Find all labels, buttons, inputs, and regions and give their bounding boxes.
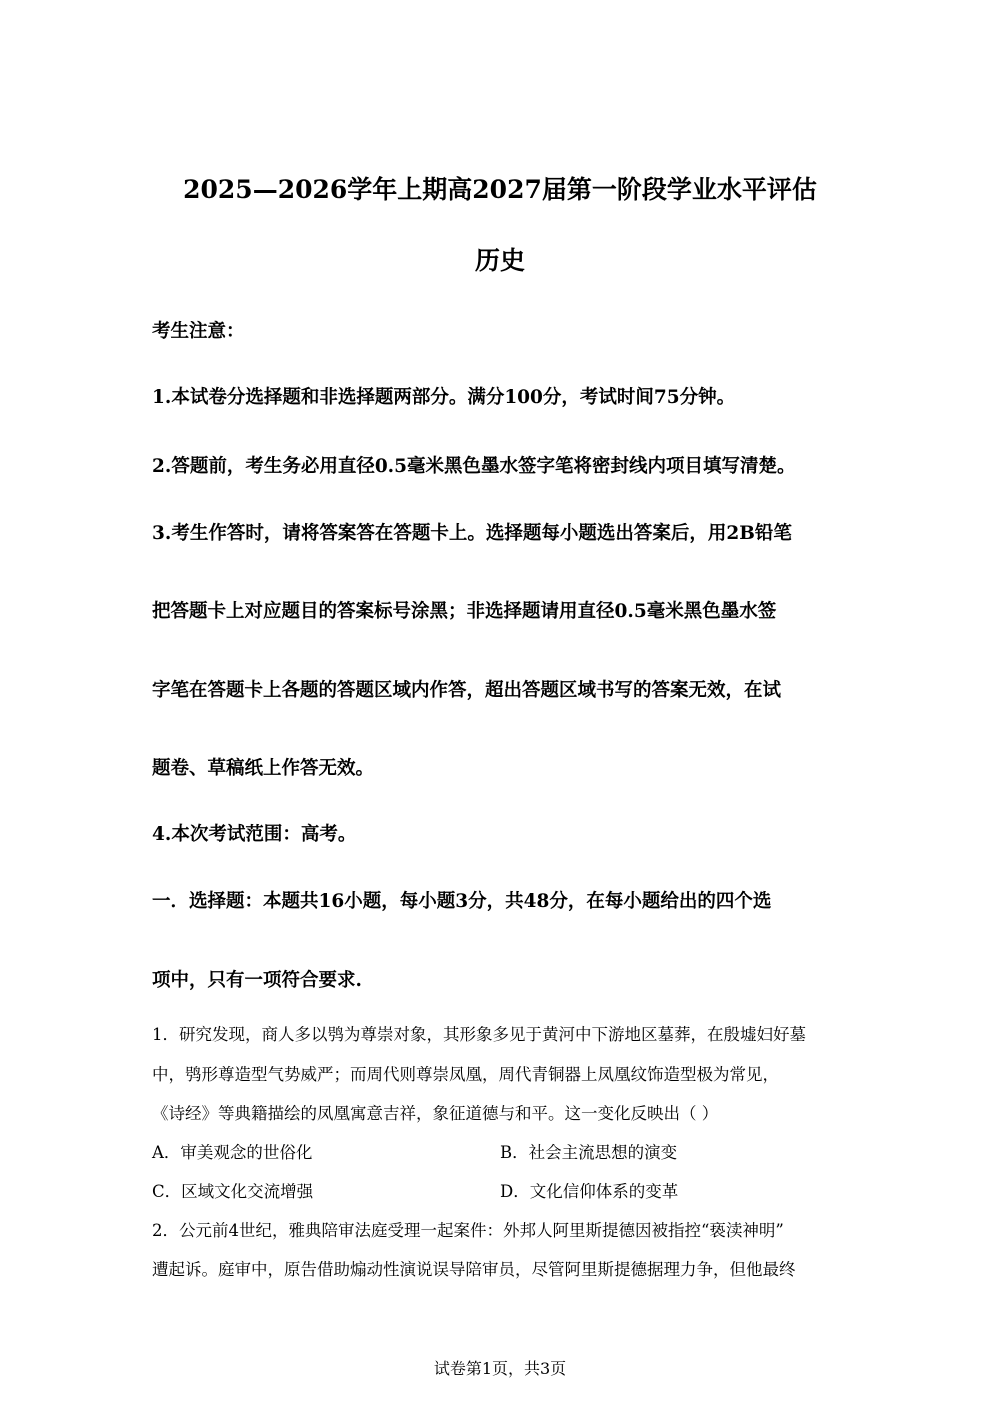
subject-title: 历史 — [474, 246, 525, 275]
notice-item: 4.本次考试范围：高考。 — [152, 824, 357, 845]
notice-item: 字笔在答题卡上各题的答题区域内作答，超出答题区域书写的答案无效，在试 — [152, 680, 782, 701]
question-text: 中，鸮形尊造型气势威严；而周代则尊崇凤凰，周代青铜器上凤凰纹饰造型极为常见， — [152, 1065, 779, 1084]
notice-item: 题卷、草稿纸上作答无效。 — [152, 758, 375, 779]
notice-item: 把答题卡上对应题目的答案标号涂黑；非选择题请用直径0.5毫米黑色墨水签 — [152, 601, 777, 622]
notice-item: 3.考生作答时，请将答案答在答题卡上。选择题每小题选出答案后，用2B铅笔 — [152, 523, 792, 544]
question-text: 《诗经》等典籍描绘的凤凰寓意吉祥，象征道德与和平。这一变化反映出（ ） — [152, 1104, 719, 1123]
notice-heading: 考生注意： — [152, 321, 245, 342]
question-text: 遭起诉。庭审中，原告借助煽动性演说误导陪审员，尽管阿里斯提德据理力争，但他最终 — [152, 1260, 796, 1279]
notice-item: 1.本试卷分选择题和非选择题两部分。满分100分，考试时间75分钟。 — [152, 387, 736, 408]
answer-option: B．社会主流思想的演变 — [500, 1143, 678, 1162]
answer-option: D．文化信仰体系的变革 — [500, 1182, 679, 1201]
section-heading: 项中，只有一项符合要求. — [152, 970, 362, 991]
section-heading: 一．选择题：本题共16小题，每小题3分，共48分，在每小题给出的四个选 — [152, 891, 772, 912]
question-text: 1．研究发现，商人多以鸮为尊崇对象，其形象多见于黄河中下游地区墓葬，在殷墟妇好墓 — [152, 1025, 806, 1044]
question-text: 2．公元前4世纪，雅典陪审法庭受理一起案件：外邦人阿里斯提德因被指控“亵渎神明” — [152, 1221, 784, 1240]
notice-item: 2.答题前，考生务必用直径0.5毫米黑色墨水签字笔将密封线内项目填写清楚。 — [152, 456, 796, 477]
answer-option: C．区域文化交流增强 — [152, 1182, 314, 1201]
exam-title: 2025—2026学年上期高2027届第一阶段学业水平评估 — [183, 175, 817, 204]
answer-option: A．审美观念的世俗化 — [152, 1143, 313, 1162]
page-footer: 试卷第1页，共3页 — [433, 1359, 567, 1378]
